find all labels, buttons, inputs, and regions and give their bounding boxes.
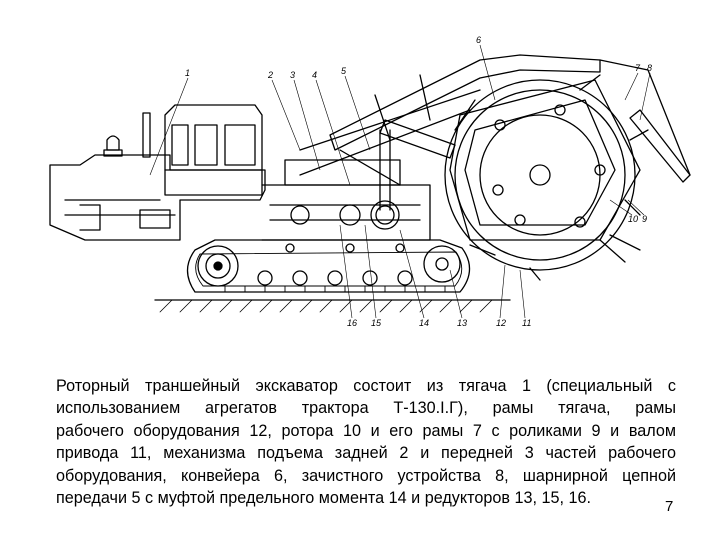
callout-14: 14 [419, 318, 430, 328]
callout-1: 1 [185, 68, 191, 78]
callout-9: 9 [642, 214, 648, 224]
callout-10: 10 [628, 214, 639, 224]
callout-13: 13 [457, 318, 468, 328]
caption-line: передачи 5 с муфтой предельного момента 14 и редукторов 13, 15, 16. [56, 489, 591, 508]
chain-transmission [371, 130, 399, 229]
exhaust-pipe [143, 113, 150, 157]
page-number: 7 [665, 498, 674, 515]
tractor-body [50, 155, 265, 240]
conveyor [600, 60, 690, 182]
caption-line: оборудования, конвейера 6, зачистного устройства 8, шарнирной цепной [56, 466, 676, 485]
callout-12: 12 [496, 318, 507, 328]
caption-line: Роторный траншейный экскаватор состоит из тягача 1 (специальный с [56, 377, 676, 395]
callout-4: 4 [312, 70, 318, 80]
caption-line: использованием агрегатов трактора Т-130.I.Г), рамы тягача, рамы [56, 399, 676, 418]
callout-8: 8 [647, 63, 653, 73]
caption-line: рабочего оборудования 12, ротора 10 и его рамы 7 с роликами 9 и валом [56, 421, 676, 440]
drive-sprocket [198, 246, 238, 286]
rotor-frame [450, 80, 640, 240]
callout-16: 16 [347, 318, 358, 328]
callout-3: 3 [290, 70, 296, 80]
callout-6: 6 [476, 35, 482, 45]
road-wheels [258, 244, 412, 285]
callout-15: 15 [371, 318, 382, 328]
callout-labels [185, 35, 652, 328]
ground-line [155, 300, 510, 312]
callout-11: 11 [522, 318, 532, 328]
idler-wheel [424, 246, 460, 282]
callout-7: 7 [635, 63, 641, 73]
callout-2: 2 [268, 70, 274, 80]
beacon-lamp [104, 136, 122, 156]
caption-line: привода 11, механизма подъема задней 2 и передней 3 частей рабочего [56, 444, 676, 463]
operator-cab [165, 105, 262, 195]
callout-5: 5 [341, 66, 347, 76]
cleaning-device [600, 235, 640, 262]
rotor-wheel [445, 75, 648, 280]
caption-paragraph [56, 375, 676, 509]
